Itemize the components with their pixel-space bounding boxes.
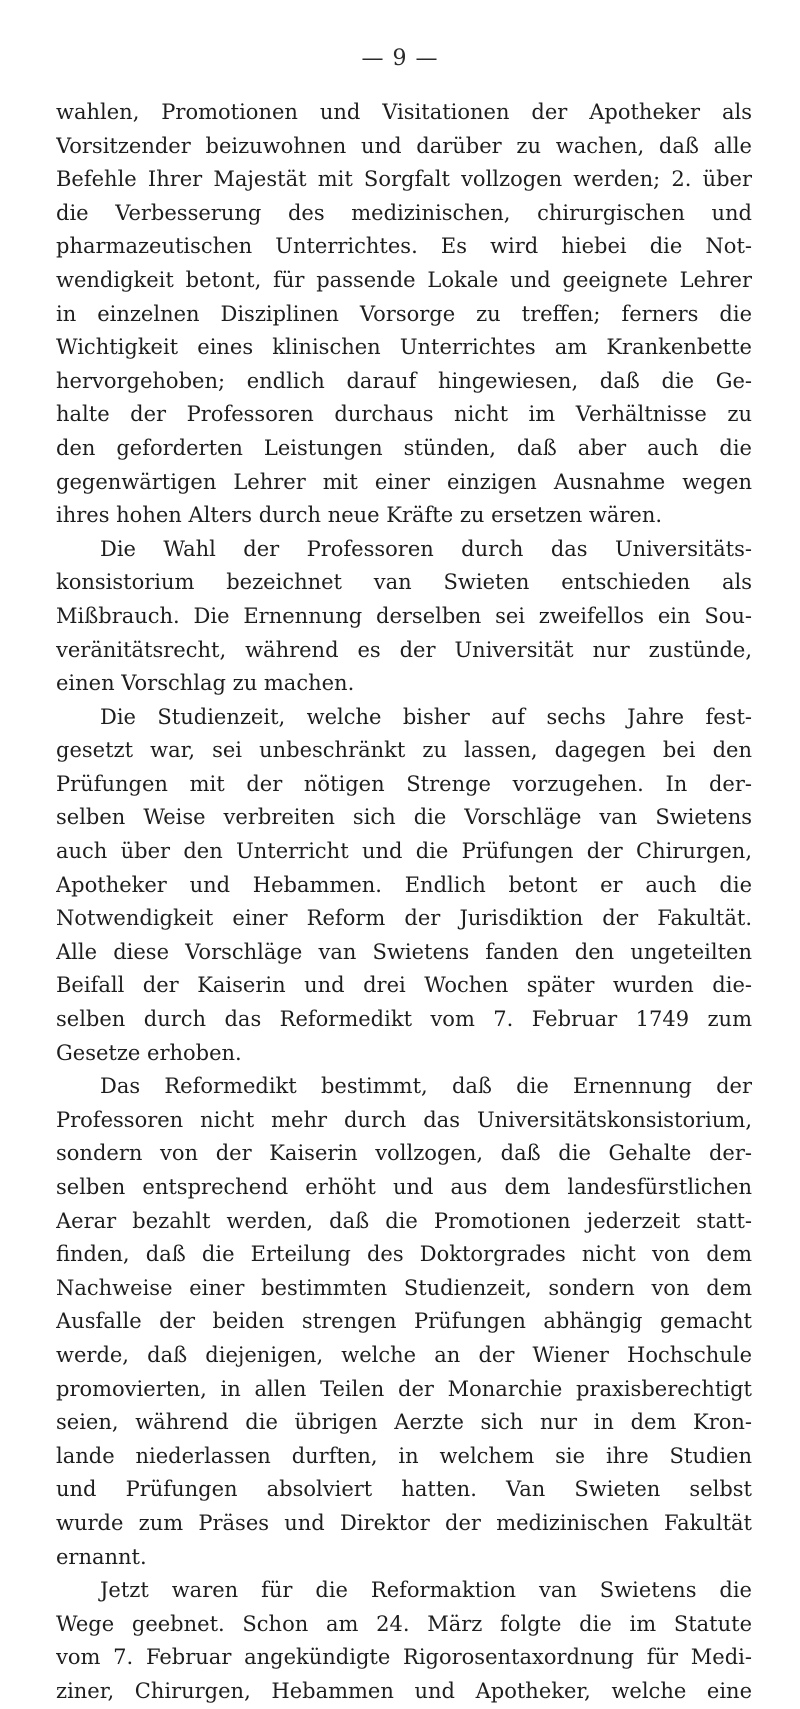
text-line: promovierten, in allen Teilen der Monarchie praxisberechtigt — [56, 1376, 752, 1401]
text-line: konsistorium bezeichnet van Swieten entschieden als — [56, 570, 752, 595]
text-line: Beifall der Kaiserin und drei Wochen später wurden die- — [56, 973, 752, 998]
text-line: selben entsprechend erhöht und aus dem landesfürstlichen — [56, 1175, 752, 1199]
text-line: wahlen, Promotionen und Visitationen der Apotheker als — [56, 100, 752, 124]
text-line: selben Weise verbreiten sich die Vorschläge van Swietens — [56, 805, 752, 830]
text-line: den geforderten Leistungen stünden, daß aber auch die — [56, 435, 752, 460]
text-line: ihres hohen Alters durch neue Kräfte zu ersetzen wären. — [56, 503, 663, 528]
body-text — [56, 96, 752, 1709]
page-number: — 9 — — [361, 46, 439, 71]
text-line: ziner, Chirurgen, Hebammen und Apotheker, welche eine — [56, 1678, 752, 1703]
text-line: Die Studienzeit, welche bisher auf sechs Jahre fest- — [100, 704, 752, 729]
text-line: Notwendigkeit einer Reform der Jurisdiktion der Fakultät. — [56, 906, 752, 931]
text-line: gesetzt war, sei unbeschränkt zu lassen, dagegen bei den — [56, 738, 752, 763]
text-line: in einzelnen Disziplinen Vorsorge zu treffen; ferners die — [56, 301, 752, 326]
text-line: wendigkeit betont, für passende Lokale und geeignete Lehrer — [56, 267, 752, 292]
text-line: Die Wahl der Professoren durch das Universitäts- — [100, 536, 752, 561]
text-line: Vorsitzender beizuwohnen und darüber zu wachen, daß alle — [56, 133, 752, 158]
text-line: lande niederlassen durften, in welchem sie ihre Studien — [56, 1443, 752, 1468]
text-line: Prüfungen mit der nötigen Strenge vorzugehen. In der- — [56, 771, 752, 796]
text-line: auch über den Unterricht und die Prüfungen der Chirurgen, — [56, 839, 752, 864]
text-line: ernannt. — [56, 1544, 147, 1569]
text-line: hervorgehoben; endlich darauf hingewiesen, daß die Ge- — [56, 368, 752, 393]
text-line: gegenwärtigen Lehrer mit einer einzigen Ausnahme wegen — [56, 469, 752, 494]
text-line: vom 7. Februar angekündigte Rigorosentaxordnung für Medi- — [56, 1645, 752, 1670]
text-line: pharmazeutischen Unterrichtes. Es wird hiebei die Not- — [56, 234, 752, 259]
text-line: Wege geebnet. Schon am 24. März folgte die im Statute — [56, 1611, 752, 1636]
text-line: veränitätsrecht, während es der Universität nur zustünde, — [56, 637, 752, 662]
text-line: sondern von der Kaiserin vollzogen, daß die Gehalte der- — [56, 1141, 752, 1166]
text-line: Alle diese Vorschläge van Swietens fanden den ungeteilten — [56, 939, 752, 964]
text-line: halte der Professoren durchaus nicht im Verhältnisse zu — [56, 402, 752, 427]
text-line: Mißbrauch. Die Ernennung derselben sei zweifellos ein Sou- — [56, 603, 752, 628]
text-line: Aerar bezahlt werden, daß die Promotionen jederzeit statt- — [56, 1208, 752, 1233]
text-line: Nachweise einer bestimmten Studienzeit, sondern von dem — [56, 1275, 752, 1300]
text-line: Jetzt waren für die Reformaktion van Swietens die — [100, 1578, 752, 1603]
text-line: Ausfalle der beiden strengen Prüfungen abhängig gemacht — [56, 1309, 752, 1334]
text-line: Das Reformedikt bestimmt, daß die Ernennung der — [100, 1074, 752, 1099]
text-line: die Verbesserung des medizinischen, chirurgischen und — [56, 200, 752, 225]
text-line: Gesetze erhoben. — [56, 1040, 242, 1065]
text-line: und Prüfungen absolviert hatten. Van Swieten selbst — [56, 1477, 752, 1502]
text-line: finden, daß die Erteilung des Doktorgrades nicht von dem — [56, 1242, 752, 1267]
text-line: werde, daß diejenigen, welche an der Wiener Hochschule — [56, 1342, 752, 1367]
text-line: Wichtigkeit eines klinischen Unterrichtes am Krankenbette — [56, 335, 752, 360]
text-line: wurde zum Präses und Direktor der medizinischen Fakultät — [56, 1510, 752, 1535]
text-line: Apotheker und Hebammen. Endlich betont er auch die — [56, 872, 752, 897]
text-line: seien, während die übrigen Aerzte sich nur in dem Kron- — [56, 1410, 752, 1435]
text-line: einen Vorschlag zu machen. — [56, 671, 355, 696]
text-line: Professoren nicht mehr durch das Universitätskonsistorium, — [56, 1107, 752, 1132]
text-line: Befehle Ihrer Majestät mit Sorgfalt vollzogen werden; 2. über — [56, 167, 752, 192]
text-line: selben durch das Reformedikt vom 7. Februar 1749 zum — [56, 1007, 752, 1032]
